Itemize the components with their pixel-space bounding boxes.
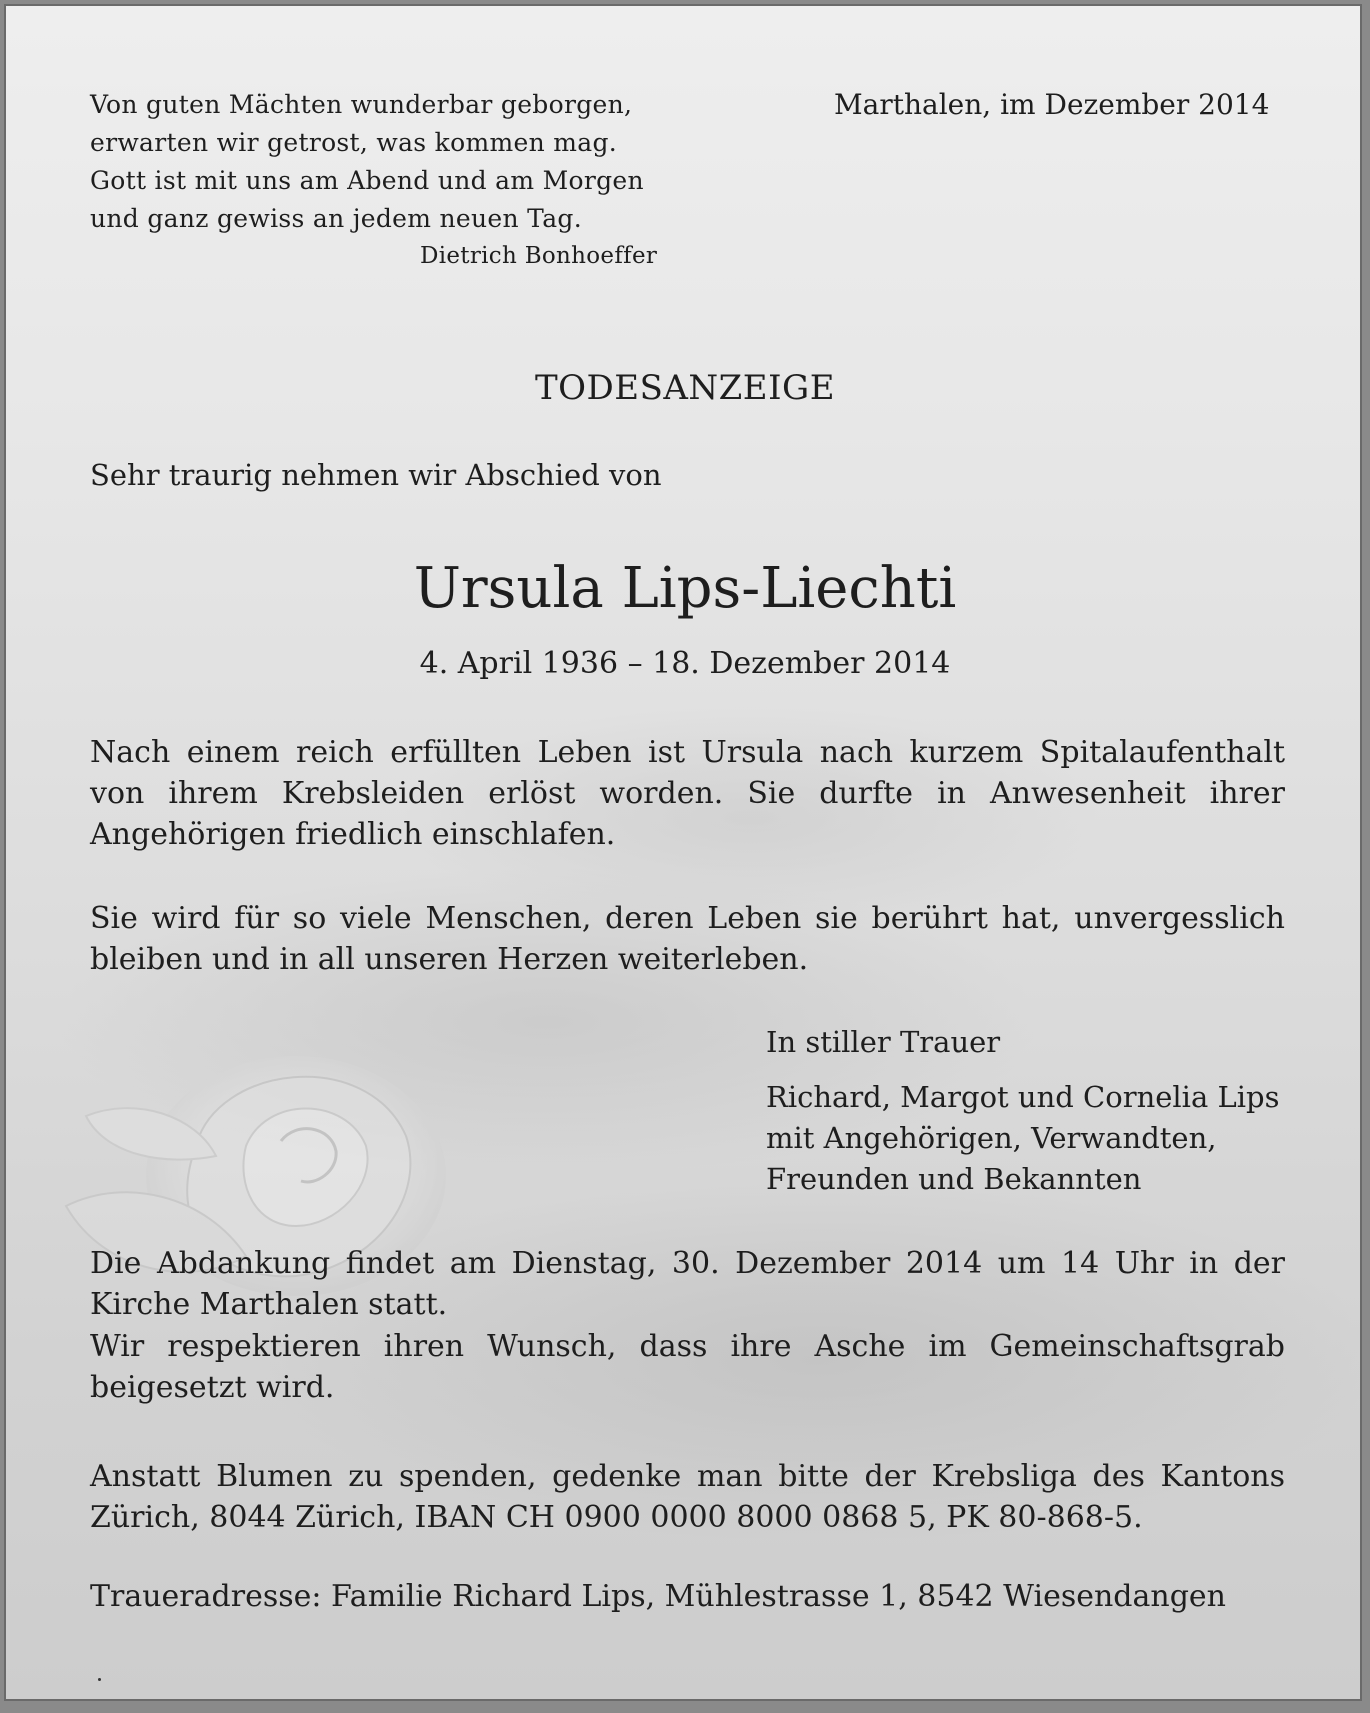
mourner-line: Richard, Margot und Cornelia Lips bbox=[766, 1080, 1280, 1114]
place-date: Marthalen, im Dezember 2014 bbox=[834, 88, 1270, 121]
poem-line: erwarten wir getrost, was kommen mag. bbox=[90, 128, 617, 157]
mourner-line: mit Angehörigen, Verwandten, bbox=[766, 1121, 1217, 1155]
intro-text: Sehr traurig nehmen wir Abschied von bbox=[90, 458, 662, 492]
page-title: TODESANZEIGE bbox=[534, 368, 836, 408]
paragraph-funeral: Die Abdankung findet am Dienstag, 30. Dezember 2014 um 14 Uhr in der Kirche Marthalen statt. bbox=[90, 1246, 1285, 1322]
paragraph-life: Nach einem reich erfüllten Leben ist Ursula nach kurzem Spitalaufenthalt von ihrem Krebsleiden erlöst worden. Sie durfte in Anwesenheit ihrer Angehörigen friedlich einschlafen. bbox=[90, 735, 1285, 852]
paragraph-ashes: Wir respektieren ihren Wunsch, dass ihre Asche im Gemeinschaftsgrab beigesetzt wird. bbox=[90, 1329, 1285, 1405]
poem-line: Gott ist mit uns am Abend und am Morgen bbox=[90, 166, 644, 195]
paragraph-address: Traueradresse: Familie Richard Lips, Mühlestrasse 1, 8542 Wiesendangen bbox=[90, 1579, 1227, 1614]
signoff-opening: In stiller Trauer bbox=[766, 1025, 1001, 1059]
dot-mark bbox=[98, 1678, 101, 1681]
mourners-block bbox=[766, 1022, 1279, 1200]
obituary-page bbox=[4, 4, 1362, 1701]
poem-line: und ganz gewiss an jedem neuen Tag. bbox=[90, 204, 582, 233]
life-dates: 4. April 1936 – 18. Dezember 2014 bbox=[419, 646, 951, 681]
poem-line: Von guten Mächten wunderbar geborgen, bbox=[90, 90, 633, 119]
paragraph-donation: Anstatt Blumen zu spenden, gedenke man bitte der Krebsliga des Kantons Zürich, 8044 Zürich, IBAN CH 0900 0000 8000 0868 5, PK 80-868-5. bbox=[90, 1459, 1285, 1535]
paragraph-memory: Sie wird für so viele Menschen, deren Leben sie berührt hat, unvergesslich bleiben und in all unseren Herzen weiterleben. bbox=[90, 901, 1285, 977]
mourner-line: Freunden und Bekannten bbox=[766, 1162, 1142, 1196]
poem-author: Dietrich Bonhoeffer bbox=[420, 243, 658, 269]
poem bbox=[90, 86, 670, 274]
deceased-name: Ursula Lips-Liechti bbox=[413, 556, 957, 621]
